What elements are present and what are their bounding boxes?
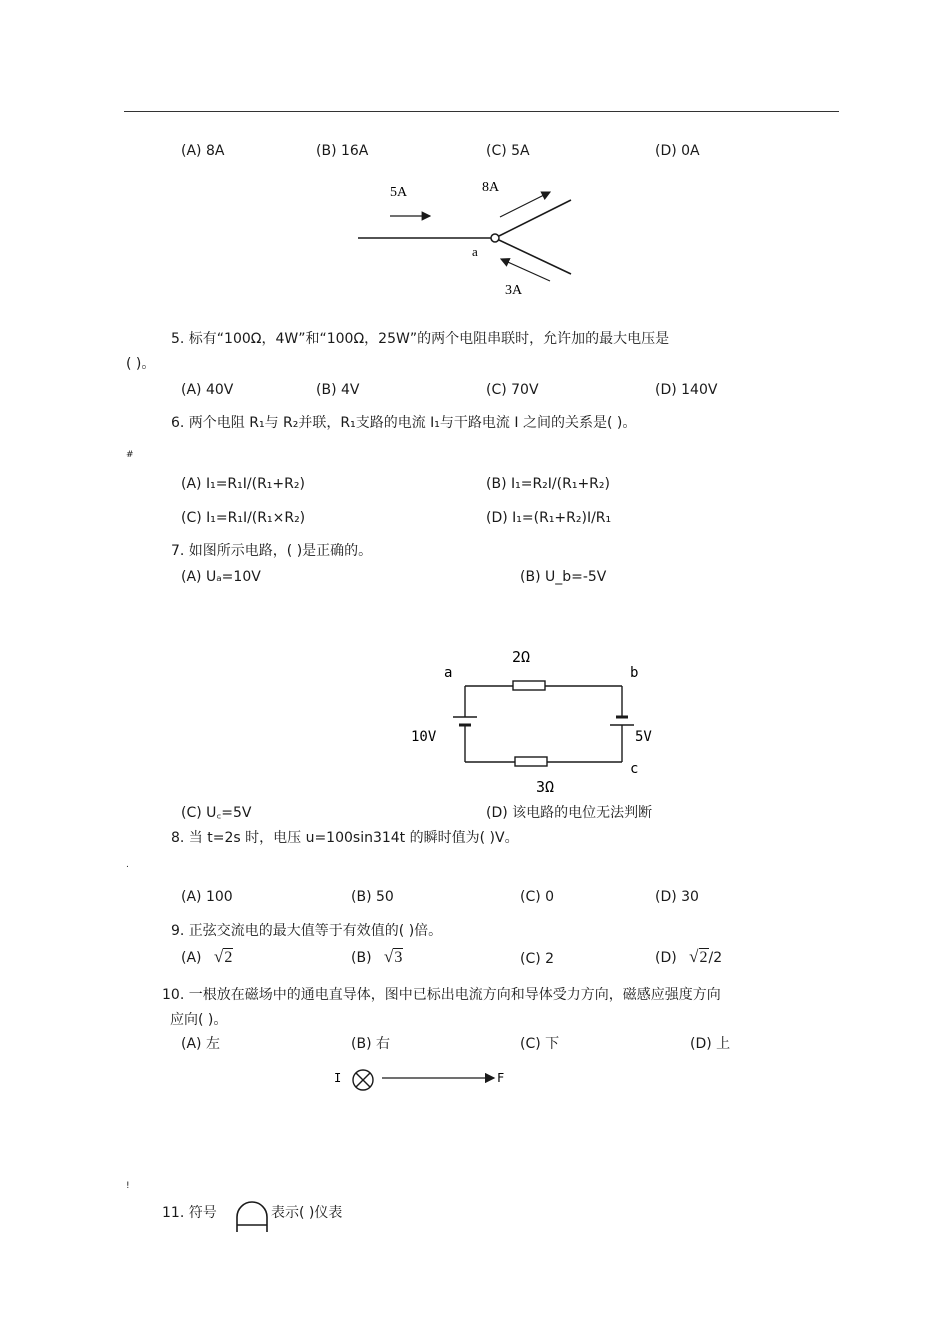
q7-option-d: (D) 该电路的电位无法判断 [486,805,653,821]
q9-stem: 9. 正弦交流电的最大值等于有效值的( )倍。 [171,923,443,939]
q7-stem: 7. 如图所示电路，( )是正确的。 [171,543,373,559]
q6-stem: 6. 两个电阻 R₁与 R₂并联，R₁支路的电流 I₁与干路电流 I 之间的关系是( )。 [171,415,637,431]
q7-option-c: (C) U꜀=5V [181,805,252,821]
q8-option-b: (B) 50 [351,889,394,905]
q9-sqrt-b: √3 [383,947,403,966]
arrow-8a [500,192,550,217]
q10-stem-cont: 应向( )。 [170,1012,228,1028]
q8-stem: 8. 当 t=2s 时，电压 u=100sin314t 的瞬时值为( )V。 [171,830,519,846]
wire-up [499,200,571,236]
resistor-2ohm [513,681,545,690]
q11-stem: 表示( )仪表 [271,1205,343,1221]
label-8a: 8A [482,180,500,195]
label-2ohm: 2Ω [512,648,531,666]
q8-option-a: (A) 100 [181,889,233,905]
label-node-a: a [444,665,453,681]
q9-option-b-label: (B) [351,950,372,966]
current-node-diagram [355,175,585,305]
q9-option-d [655,948,722,967]
q5-option-d: (D) 140V [655,382,718,398]
label-5v: 5V [635,729,652,745]
q10-option-c: (C) 下 [520,1036,560,1052]
q9-sqrt-a: √2 [213,947,233,966]
q4-option-a: (A) 8A [181,143,225,159]
q9-option-c: (C) 2 [520,951,555,967]
q5-stem: 5. 标有“100Ω，4W”和“100Ω，25W”的两个电阻串联时，允许加的最大电压是 [171,331,670,347]
label-current-i: I [334,1071,342,1085]
q5-option-c: (C) 70V [486,382,539,398]
q10-option-b: (B) 右 [351,1036,390,1052]
label-10v: 10V [411,729,437,745]
q8-option-c: (C) 0 [520,889,555,905]
q9-sqrt-a-radicand: 2 [224,949,233,966]
label-3a: 3A [505,283,523,298]
q9-option-a-label: (A) [181,950,202,966]
q9-option-a [181,948,233,967]
q4-option-b: (B) 16A [316,143,369,159]
q6-mark: # [126,450,134,460]
q8-option-d: (D) 30 [655,889,699,905]
header-rule [124,111,839,112]
q6-option-b: (B) I₁=R₂I/(R₁+R₂) [486,476,610,492]
q7-option-a: (A) Uₐ=10V [181,569,261,585]
wire-down [499,240,571,274]
node-circle [491,234,499,242]
label-node-a: a [472,244,478,259]
q11-mark: ! [126,1181,130,1191]
q9-option-b [351,948,403,967]
q11-number: 11. 符号 [162,1205,217,1221]
label-node-b: b [630,665,639,681]
q9-option-d-suffix: /2 [708,950,723,966]
q9-sqrt-d-radicand: 2 [699,949,708,966]
label-3ohm: 3Ω [536,778,555,796]
q9-option-d-label: (D) [655,950,677,966]
q10-option-d: (D) 上 [690,1036,731,1052]
label-force-f: F [497,1071,505,1085]
q7-option-b: (B) U_b=-5V [520,569,607,585]
q5-stem-cont: ( )。 [126,356,156,372]
q6-option-d: (D) I₁=(R₁+R₂)I/R₁ [486,510,612,526]
label-node-c: c [630,761,639,777]
resistor-3ohm [515,757,547,766]
q10-option-a: (A) 左 [181,1036,220,1052]
q9-sqrt-b-radicand: 3 [394,949,403,966]
q10-stem: 10. 一根放在磁场中的通电直导体，图中已标出电流方向和导体受力方向，磁感应强度方向 [162,987,721,1003]
q5-option-b: (B) 4V [316,382,360,398]
meter-symbol-icon [234,1199,270,1235]
q5-option-a: (A) 40V [181,382,234,398]
q8-mark: . [126,860,129,870]
conductor-force-diagram [330,1063,520,1098]
label-5a: 5A [390,185,408,200]
arrow-3a [501,259,550,281]
q6-option-a: (A) I₁=R₁I/(R₁+R₂) [181,476,305,492]
q6-option-c: (C) I₁=R₁I/(R₁×R₂) [181,510,306,526]
q4-option-c: (C) 5A [486,143,530,159]
q4-option-d: (D) 0A [655,143,700,159]
q9-sqrt-d: √2 [689,947,708,966]
circuit-diagram [405,645,665,800]
